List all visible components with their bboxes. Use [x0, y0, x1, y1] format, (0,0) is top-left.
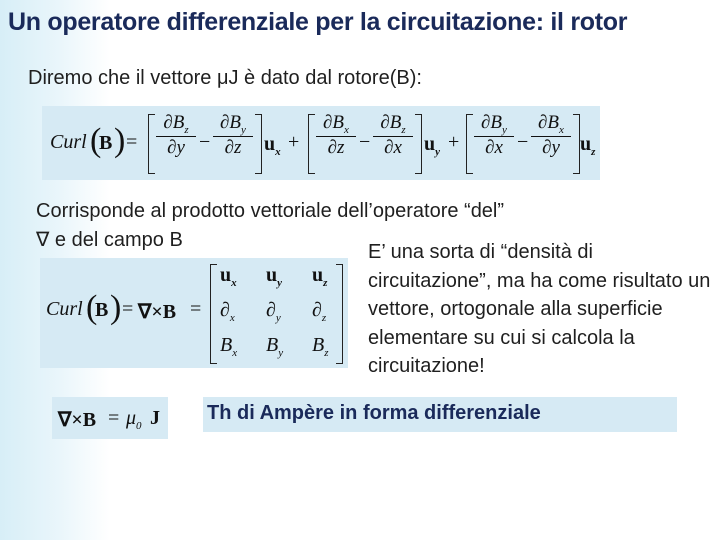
- close-paren: ): [114, 122, 126, 159]
- minus-sign: −: [199, 131, 211, 153]
- ampere-theorem-label: Th di Ampère in forma differenziale: [203, 397, 677, 432]
- partial-fraction: $\frac{\partial B_x}{\partial y}$: [531, 112, 571, 159]
- curl-label: Curl: [50, 131, 87, 153]
- unit-vector-x: $u_x$: [264, 133, 281, 158]
- partial-fraction: $\frac{\partial B_z}{\partial y}$: [156, 112, 196, 159]
- curl-determinant-formula: [40, 258, 348, 368]
- bracket-left-2: [308, 114, 315, 174]
- curl-label: Curl: [46, 298, 83, 320]
- bracket-right-3: [573, 114, 580, 174]
- curl-component-formula: [42, 106, 600, 180]
- equals-sign: =: [122, 298, 134, 320]
- partial-fraction: $\frac{\partial B_y}{\partial x}$: [474, 112, 514, 159]
- matrix-bracket-left: [210, 264, 217, 364]
- equals-sign: =: [190, 298, 202, 320]
- nabla-cross-b: ∇×B: [58, 409, 97, 431]
- bracket-left-3: [466, 114, 473, 174]
- b-vector: B: [99, 132, 113, 154]
- equals-sign: =: [108, 407, 120, 429]
- intro-text: Diremo che il vettore μJ è dato dal rotore(B):: [28, 67, 422, 89]
- matrix-cell: $\partial_x$: [220, 299, 235, 324]
- unit-vector-z: $u_z$: [580, 133, 596, 158]
- partial-fraction: $\frac{\partial B_y}{\partial z}$: [213, 112, 253, 159]
- matrix-cell: $u_z$: [312, 264, 328, 289]
- page-title: Un operatore differenziale per la circuitazione: il rotor: [8, 8, 628, 36]
- equals-sign: =: [126, 131, 138, 153]
- mu-zero: $\mu_0$: [126, 407, 142, 432]
- density-note: E’ una sorta di “densità di circuitazione”, ma ha come risultato un vettore, ortogonale alla superficie elementare su cui si calcola la circuitazione!: [368, 241, 711, 377]
- ampere-formula: [52, 397, 168, 439]
- matrix-cell: $u_y$: [266, 264, 283, 289]
- open-paren: (: [86, 289, 98, 326]
- del-operator-text: Corrisponde al prodotto vettoriale dell’operatore “del”: [36, 200, 505, 222]
- matrix-cell: $B_x$: [220, 334, 238, 359]
- open-paren: (: [90, 122, 102, 159]
- partial-fraction: $\frac{\partial B_z}{\partial x}$: [373, 112, 413, 159]
- nabla-cross-b: ∇×B: [138, 301, 177, 323]
- matrix-bracket-right: [336, 264, 343, 364]
- minus-sign: −: [517, 131, 529, 153]
- plus-sign: +: [448, 131, 460, 153]
- matrix-cell: $B_y$: [266, 334, 284, 359]
- minus-sign: −: [359, 131, 371, 153]
- bracket-right-2: [415, 114, 422, 174]
- b-vector: B: [95, 299, 109, 321]
- bracket-right-1: [255, 114, 262, 174]
- j-vector: J: [150, 407, 160, 429]
- nabla-field-text: ∇ e del campo B: [36, 229, 183, 251]
- plus-sign: +: [288, 131, 300, 153]
- matrix-cell: $\partial_z$: [312, 299, 327, 324]
- matrix-cell: $u_x$: [220, 264, 237, 289]
- bracket-left-1: [148, 114, 155, 174]
- unit-vector-y: $u_y$: [424, 133, 441, 158]
- partial-fraction: $\frac{\partial B_x}{\partial z}$: [316, 112, 356, 159]
- close-paren: ): [110, 289, 122, 326]
- matrix-cell: $\partial_y$: [266, 299, 281, 324]
- matrix-cell: $B_z$: [312, 334, 329, 359]
